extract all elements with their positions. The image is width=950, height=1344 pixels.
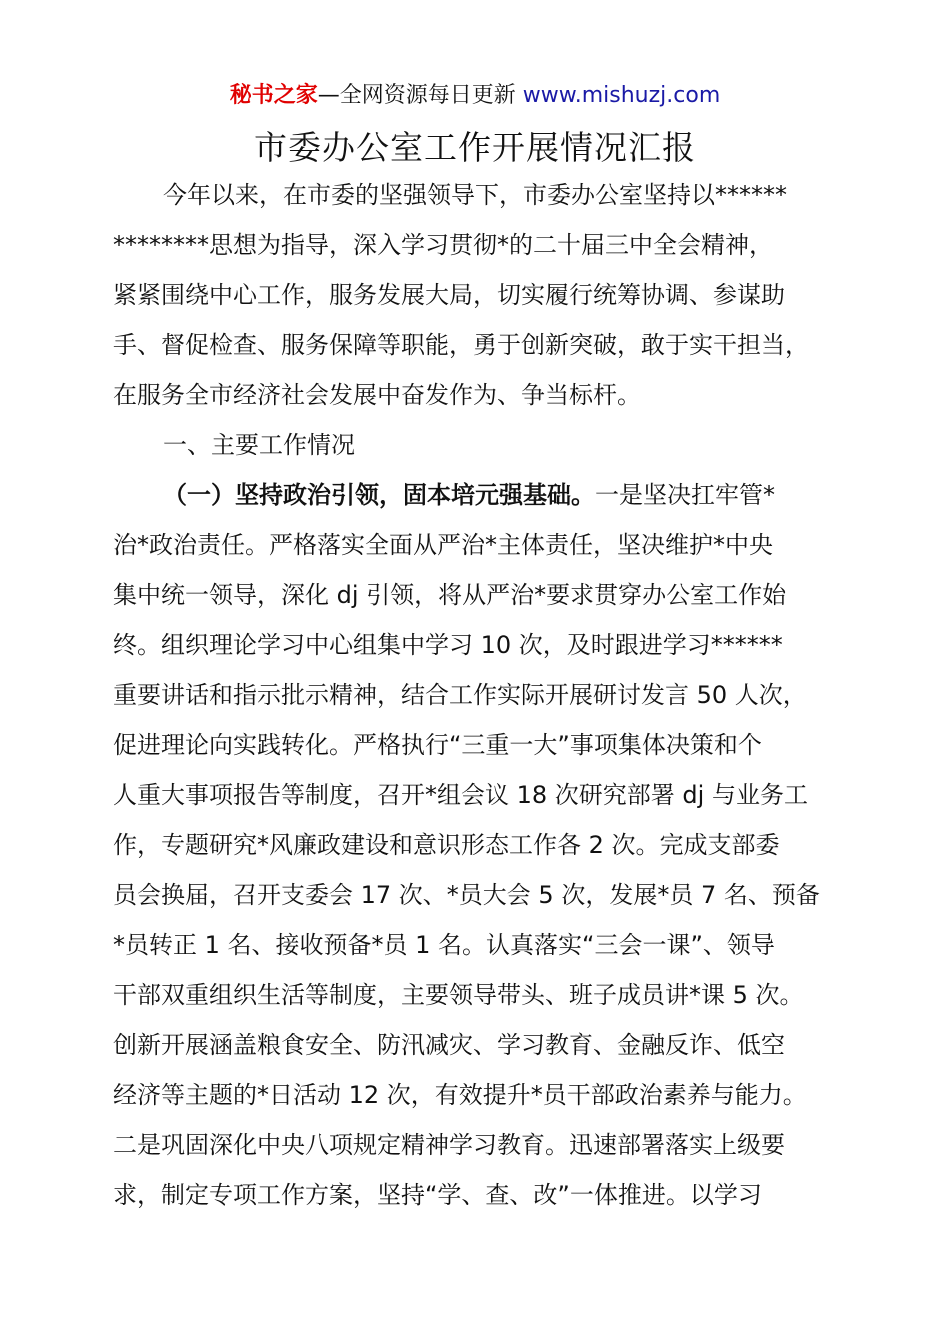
paragraph-line: ********思想为指导，深入学习贯彻*的二十届三中全会精神， xyxy=(113,231,773,259)
paragraph-line: 求，制定专项工作方案，坚持“学、查、改”一体推进。以学习 xyxy=(113,1181,762,1209)
paragraph-line: 治*政治责任。严格落实全面从严治*主体责任，坚决维护*中央 xyxy=(113,531,773,559)
paragraph-text: 一是坚决扛牢管* xyxy=(595,481,775,509)
paragraph-line: 终。组织理论学习中心组集中学习 10 次，及时跟进学习****** xyxy=(113,631,783,659)
document-title: 市委办公室工作开展情况汇报 xyxy=(254,128,696,167)
paragraph-line: 干部双重组织生活等制度，主要领导带头、班子成员讲*课 5 次。 xyxy=(113,981,804,1009)
paragraph-line: *员转正 1 名、接收预备*员 1 名。认真落实“三会一课”、领导 xyxy=(113,931,775,959)
paragraph-line: 集中统一领导，深化 dj 引领，将从严治*要求贯穿办公室工作始 xyxy=(113,581,787,609)
paragraph-line: 今年以来，在市委的坚强领导下，市委办公室坚持以****** xyxy=(163,181,787,209)
paragraph-line: 作，专题研究*风廉政建设和意识形态工作各 2 次。完成支部委 xyxy=(113,831,780,859)
paragraph-line: 手、督促检查、服务保障等职能，勇于创新突破，敢于实干担当， xyxy=(113,331,809,359)
subsection-heading: （一）坚持政治引领，固本培元强基础。 xyxy=(163,481,595,509)
paragraph-line: 人重大事项报告等制度，召开*组会议 18 次研究部署 dj 与业务工 xyxy=(113,781,808,809)
watermark-header xyxy=(0,80,950,112)
paragraph-line: 促进理论向实践转化。严格执行“三重一大”事项集体决策和个 xyxy=(113,731,762,759)
paragraph-line xyxy=(163,477,775,513)
paragraph-line: 经济等主题的*日活动 12 次，有效提升*员干部政治素养与能力。 xyxy=(113,1081,807,1109)
paragraph-line: 创新开展涵盖粮食安全、防汛减灾、学习教育、金融反诈、低空 xyxy=(113,1031,785,1059)
section-heading: 一、主要工作情况 xyxy=(163,431,355,459)
paragraph-line: 二是巩固深化中央八项规定精神学习教育。迅速部署落实上级要 xyxy=(113,1131,785,1159)
paragraph-line: 紧紧围绕中心工作，服务发展大局，切实履行统筹协调、参谋助 xyxy=(113,281,785,309)
paragraph-line: 在服务全市经济社会发展中奋发作为、争当标杆。 xyxy=(113,381,641,409)
paragraph-line: 重要讲话和指示批示精神，结合工作实际开展研讨发言 50 人次， xyxy=(113,681,807,709)
site-url[interactable]: www.mishuzj.com xyxy=(522,83,721,108)
header-tagline: —全网资源每日更新 xyxy=(317,83,516,108)
paragraph-line: 员会换届，召开支委会 17 次、*员大会 5 次，发展*员 7 名、预备 xyxy=(113,881,820,909)
brand-name: 秘书之家 xyxy=(229,83,318,108)
